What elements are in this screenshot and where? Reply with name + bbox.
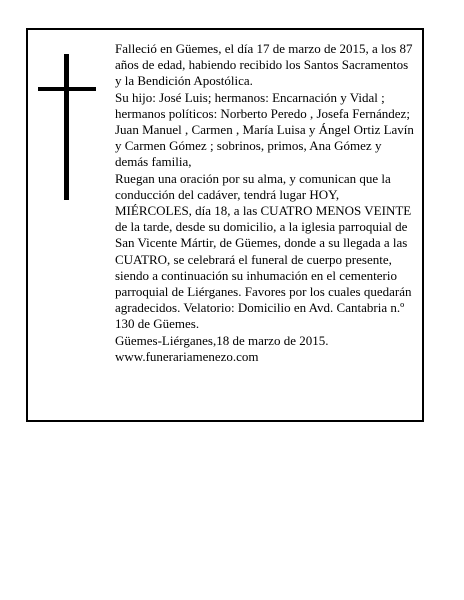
cross-vertical-bar bbox=[64, 54, 69, 200]
family-list: Su hijo: José Luis; hermanos: Encarnación y Vidal ; hermanos políticos: Norberto Peredo , Josefa Fernández; Juan Manuel , Carmen , María Luisa y Ángel Ortiz Lavín y Carmen Gómez ; sobrinos, primos, Ana Gómez y demás familia, bbox=[115, 89, 414, 170]
website: www.funerariamenezo.com bbox=[115, 348, 259, 364]
death-announcement: Falleció en Güemes, el día 17 de marzo de 2015, a los 87 años de edad, habiendo recibido los Santos Sacramentos y la Bendición Apostólica. bbox=[115, 41, 413, 89]
obituary-notice bbox=[26, 28, 424, 422]
cross-horizontal-bar bbox=[38, 87, 96, 91]
funeral-details: Ruegan una oración por su alma, y comunican que la conducción del cadáver, tendrá lugar HOY, MIÉRCOLES, día 18, a las CUATRO MENOS VEINTE de la tarde, desde su domicilio, a la iglesia parroquial de San Vicente Mártir, de Güemes, donde a su llegada a las CUATRO, se celebrará el funeral de cuerpo presente, siendo a continuación su inhumación en el cementerio parroquial de Liérganes. Favores por los cuales quedarán agradecidos. Velatorio: Domicilio en Avd. Cantabria n.º 130 de Güemes. bbox=[115, 170, 412, 332]
notice-body bbox=[115, 41, 415, 365]
place-and-date: Güemes-Liérganes,18 de marzo de 2015. bbox=[115, 332, 329, 348]
cross-icon bbox=[38, 54, 98, 200]
